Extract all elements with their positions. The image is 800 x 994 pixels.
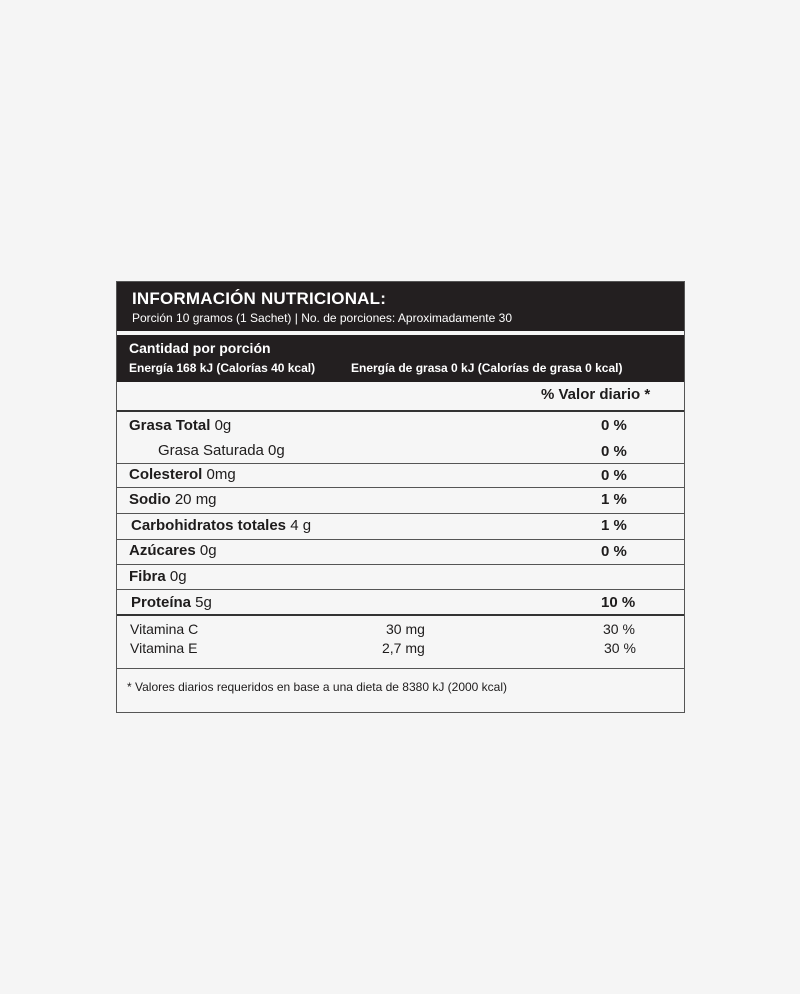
divider bbox=[117, 463, 684, 464]
divider bbox=[117, 539, 684, 540]
nutrient-amount: 20 mg bbox=[170, 491, 217, 508]
nutrient-name: Proteína bbox=[131, 594, 192, 611]
nutrient-name: Sodio bbox=[129, 491, 171, 508]
energy-value: Energía 168 kJ (Calorías 40 kcal) bbox=[129, 361, 316, 375]
divider bbox=[117, 614, 684, 616]
fat-energy-value: Energía de grasa 0 kJ (Calorías de grasa 0 kcal) bbox=[351, 361, 623, 375]
divider bbox=[117, 668, 684, 669]
nutrient-amount: 0mg bbox=[202, 466, 236, 483]
nutrient-dv: 0 % bbox=[601, 417, 627, 434]
nutrient-amount: 0g bbox=[165, 568, 187, 585]
nutrient-amount: 4 g bbox=[286, 517, 312, 534]
nutrient-row-sodium bbox=[129, 491, 217, 508]
serving-info: Porción 10 gramos (1 Sachet) | No. de porciones: Aproximadamente 30 bbox=[132, 311, 512, 325]
nutrition-facts-label bbox=[116, 281, 685, 713]
amount-per-serving-bar bbox=[117, 335, 684, 382]
divider bbox=[117, 589, 684, 590]
nutrient-row-carbohydrates bbox=[131, 517, 311, 534]
nutrient-name: Azúcares bbox=[129, 542, 196, 559]
daily-value-header: % Valor diario * bbox=[541, 386, 651, 403]
vitamin-c-amount: 30 mg bbox=[386, 621, 425, 637]
nutrient-name: Grasa Saturada 0g bbox=[158, 442, 285, 459]
vitamin-c-dv: 30 % bbox=[603, 621, 635, 637]
nutrient-row-cholesterol bbox=[129, 466, 236, 483]
nutrient-dv: 0 % bbox=[601, 543, 627, 560]
nutrition-title-bar bbox=[117, 282, 684, 331]
nutrient-row-total-fat bbox=[129, 417, 231, 434]
nutrient-row-protein bbox=[131, 594, 212, 611]
vitamin-c-name: Vitamina C bbox=[130, 621, 199, 637]
divider bbox=[117, 564, 684, 565]
nutrient-row-sugars bbox=[129, 542, 217, 559]
nutrient-row-saturated-fat bbox=[158, 442, 285, 459]
amount-per-serving-label: Cantidad por porción bbox=[129, 340, 271, 356]
nutrient-amount: 5g bbox=[191, 594, 212, 611]
nutrient-dv: 0 % bbox=[601, 467, 627, 484]
nutrient-dv: 0 % bbox=[601, 443, 627, 460]
nutrient-amount: 0g bbox=[195, 542, 217, 559]
vitamin-e-amount: 2,7 mg bbox=[382, 640, 425, 656]
divider bbox=[117, 513, 684, 514]
footnote: * Valores diarios requeridos en base a una dieta de 8380 kJ (2000 kcal) bbox=[127, 680, 508, 694]
divider bbox=[117, 410, 684, 412]
nutrition-title: INFORMACIÓN NUTRICIONAL: bbox=[132, 289, 387, 308]
nutrient-name: Carbohidratos totales bbox=[131, 517, 287, 534]
nutrient-dv: 10 % bbox=[601, 594, 636, 611]
vitamin-e-name: Vitamina E bbox=[130, 640, 198, 656]
divider bbox=[117, 487, 684, 488]
nutrient-name: Grasa Total bbox=[129, 417, 211, 434]
nutrient-dv: 1 % bbox=[601, 491, 627, 508]
nutrient-amount: 0g bbox=[210, 417, 232, 434]
nutrient-dv: 1 % bbox=[601, 517, 627, 534]
nutrient-name: Fibra bbox=[129, 568, 166, 585]
vitamin-e-dv: 30 % bbox=[604, 640, 636, 656]
nutrient-row-fiber bbox=[129, 568, 187, 585]
nutrient-name: Colesterol bbox=[129, 466, 203, 483]
